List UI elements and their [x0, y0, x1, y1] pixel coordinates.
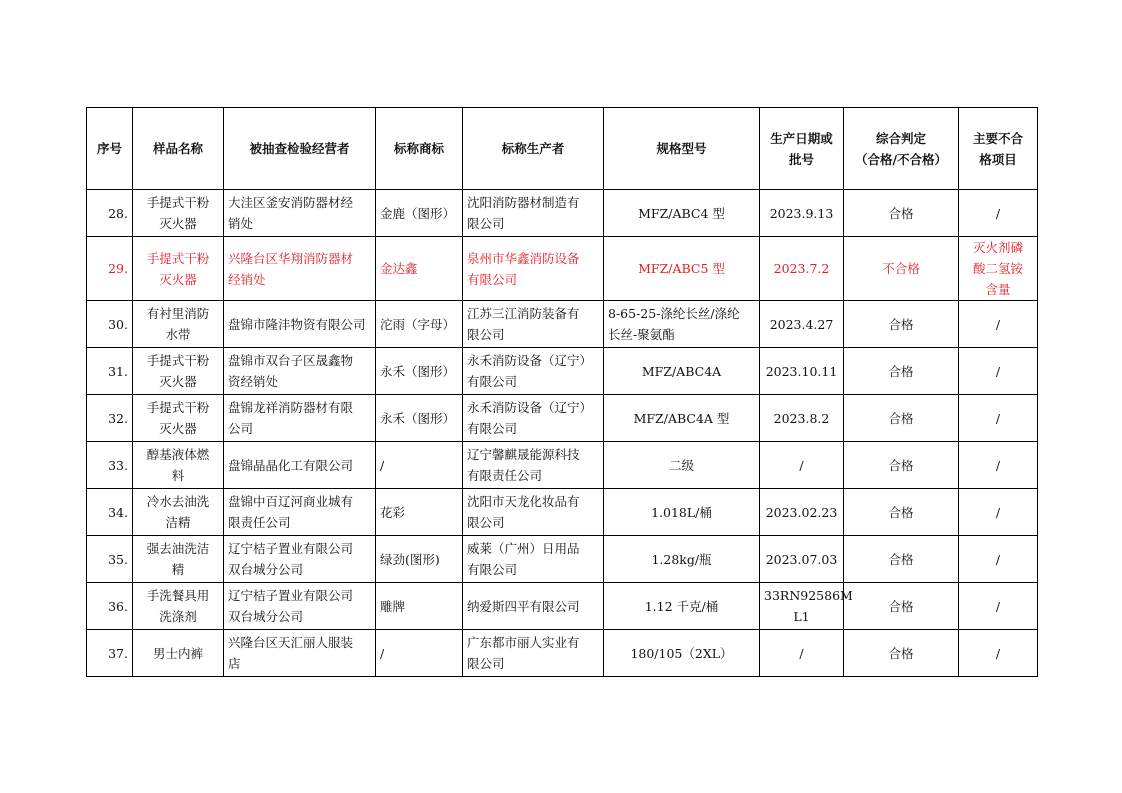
- cell-producer: 永禾消防设备（辽宁） 有限公司: [463, 348, 604, 395]
- cell-brand: 绿劲(图形): [376, 536, 463, 583]
- cell-spec: 1.12 千克/桶: [604, 583, 760, 630]
- cell-verdict: 合格: [844, 630, 959, 677]
- cell-operator: 辽宁桔子置业有限公司 双台城分公司: [224, 583, 376, 630]
- cell-producer: 沈阳消防器材制造有 限公司: [463, 190, 604, 237]
- header-date: 生产日期或 批号: [760, 108, 844, 190]
- header-operator: 被抽查检验经营者: [224, 108, 376, 190]
- table-row: [87, 442, 1038, 489]
- cell-operator: 大洼区釜安消防器材经 销处: [224, 190, 376, 237]
- table-row: [87, 489, 1038, 536]
- cell-sample: 冷水去油洗 洁精: [133, 489, 224, 536]
- cell-brand: 永禾（图形）: [376, 395, 463, 442]
- cell-producer: 辽宁馨麒晟能源科技 有限责任公司: [463, 442, 604, 489]
- cell-seq: 30.: [87, 301, 133, 348]
- cell-spec: 1.28kg/瓶: [604, 536, 760, 583]
- table-row: [87, 583, 1038, 630]
- cell-date: 2023.10.11: [760, 348, 844, 395]
- cell-items: /: [959, 395, 1038, 442]
- cell-verdict: 合格: [844, 536, 959, 583]
- cell-verdict: 合格: [844, 395, 959, 442]
- cell-sample: 手提式干粉 灭火器: [133, 237, 224, 301]
- cell-operator: 兴隆台区天汇丽人服装 店: [224, 630, 376, 677]
- cell-spec: 二级: [604, 442, 760, 489]
- cell-brand: 永禾（图形）: [376, 348, 463, 395]
- cell-verdict: 合格: [844, 301, 959, 348]
- cell-seq: 34.: [87, 489, 133, 536]
- cell-date: /: [760, 442, 844, 489]
- header-spec: 规格型号: [604, 108, 760, 190]
- cell-items: /: [959, 583, 1038, 630]
- cell-sample: 手提式干粉 灭火器: [133, 348, 224, 395]
- table-row: [87, 630, 1038, 677]
- cell-date: 2023.7.2: [760, 237, 844, 301]
- cell-producer: 广东都市丽人实业有 限公司: [463, 630, 604, 677]
- header-seq: 序号: [87, 108, 133, 190]
- cell-date: /: [760, 630, 844, 677]
- cell-seq: 31.: [87, 348, 133, 395]
- header-row: [87, 108, 1038, 190]
- header-items: 主要不合 格项目: [959, 108, 1038, 190]
- cell-sample: 手提式干粉 灭火器: [133, 190, 224, 237]
- cell-date: 2023.02.23: [760, 489, 844, 536]
- cell-date: 33RN92586M L1: [760, 583, 844, 630]
- cell-spec: 1.018L/桶: [604, 489, 760, 536]
- cell-verdict: 合格: [844, 190, 959, 237]
- cell-items: /: [959, 190, 1038, 237]
- cell-sample: 有衬里消防 水带: [133, 301, 224, 348]
- inspection-results-table: [86, 107, 1038, 677]
- cell-seq: 29.: [87, 237, 133, 301]
- table-row: [87, 190, 1038, 237]
- cell-operator: 辽宁桔子置业有限公司 双台城分公司: [224, 536, 376, 583]
- header-sample: 样品名称: [133, 108, 224, 190]
- cell-sample: 手提式干粉 灭火器: [133, 395, 224, 442]
- cell-operator: 盘锦市双台子区晟鑫物 资经销处: [224, 348, 376, 395]
- cell-verdict: 合格: [844, 489, 959, 536]
- cell-sample: 醇基液体燃 料: [133, 442, 224, 489]
- table-row: [87, 301, 1038, 348]
- table-row: [87, 237, 1038, 301]
- cell-seq: 33.: [87, 442, 133, 489]
- cell-producer: 江苏三江消防装备有 限公司: [463, 301, 604, 348]
- cell-date: 2023.8.2: [760, 395, 844, 442]
- cell-brand: 金达鑫: [376, 237, 463, 301]
- table-row: [87, 348, 1038, 395]
- cell-verdict: 合格: [844, 583, 959, 630]
- cell-operator: 盘锦中百辽河商业城有 限责任公司: [224, 489, 376, 536]
- cell-verdict: 不合格: [844, 237, 959, 301]
- cell-verdict: 合格: [844, 442, 959, 489]
- cell-producer: 威莱（广州）日用品 有限公司: [463, 536, 604, 583]
- cell-seq: 36.: [87, 583, 133, 630]
- cell-producer: 永禾消防设备（辽宁） 有限公司: [463, 395, 604, 442]
- cell-operator: 兴隆台区华翔消防器材 经销处: [224, 237, 376, 301]
- cell-sample: 强去油洗洁 精: [133, 536, 224, 583]
- cell-operator: 盘锦市隆沣物资有限公司: [224, 301, 376, 348]
- cell-brand: 雕牌: [376, 583, 463, 630]
- cell-brand: 沱雨（字母）: [376, 301, 463, 348]
- cell-spec: MFZ/ABC4A: [604, 348, 760, 395]
- table-row: [87, 536, 1038, 583]
- cell-brand: /: [376, 442, 463, 489]
- cell-date: 2023.07.03: [760, 536, 844, 583]
- cell-items: /: [959, 489, 1038, 536]
- cell-spec: MFZ/ABC4 型: [604, 190, 760, 237]
- cell-spec: MFZ/ABC5 型: [604, 237, 760, 301]
- cell-date: 2023.4.27: [760, 301, 844, 348]
- cell-producer: 沈阳市天龙化妆品有 限公司: [463, 489, 604, 536]
- cell-verdict: 合格: [844, 348, 959, 395]
- header-brand: 标称商标: [376, 108, 463, 190]
- cell-items: /: [959, 630, 1038, 677]
- cell-date: 2023.9.13: [760, 190, 844, 237]
- header-verdict: 综合判定 （合格/不合格）: [844, 108, 959, 190]
- cell-items: /: [959, 348, 1038, 395]
- cell-brand: 金鹿（图形）: [376, 190, 463, 237]
- cell-items: /: [959, 442, 1038, 489]
- table-row: [87, 395, 1038, 442]
- cell-producer: 泉州市华鑫消防设备 有限公司: [463, 237, 604, 301]
- cell-spec: 180/105（2XL）: [604, 630, 760, 677]
- cell-producer: 纳爱斯四平有限公司: [463, 583, 604, 630]
- cell-seq: 37.: [87, 630, 133, 677]
- cell-sample: 手洗餐具用 洗涤剂: [133, 583, 224, 630]
- cell-brand: 花彩: [376, 489, 463, 536]
- cell-spec: 8-65-25-涤纶长丝/涤纶 长丝-聚氨酯: [604, 301, 760, 348]
- cell-spec: MFZ/ABC4A 型: [604, 395, 760, 442]
- cell-seq: 32.: [87, 395, 133, 442]
- cell-sample: 男士内裤: [133, 630, 224, 677]
- cell-seq: 28.: [87, 190, 133, 237]
- header-producer: 标称生产者: [463, 108, 604, 190]
- cell-items: /: [959, 536, 1038, 583]
- cell-seq: 35.: [87, 536, 133, 583]
- cell-items: /: [959, 301, 1038, 348]
- cell-operator: 盘锦龙祥消防器材有限 公司: [224, 395, 376, 442]
- cell-items: 灭火剂磷 酸二氢铵 含量: [959, 237, 1038, 301]
- cell-operator: 盘锦晶晶化工有限公司: [224, 442, 376, 489]
- cell-brand: /: [376, 630, 463, 677]
